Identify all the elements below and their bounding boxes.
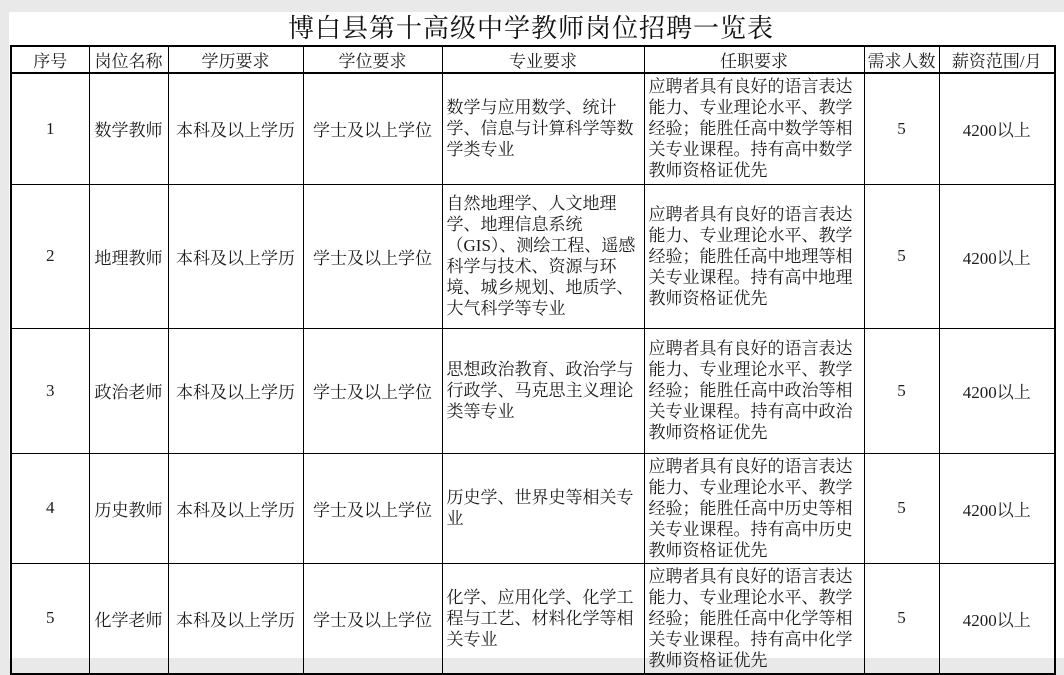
cell-education: 本科及以上学历 [168,328,303,453]
cell-position: 地理教师 [89,184,168,328]
cell-salary: 4200以上 [939,328,1055,453]
cell-major: 历史学、世界史等相关专业 [442,453,644,563]
cell-position: 历史教师 [89,453,168,563]
cell-education: 本科及以上学历 [168,563,303,674]
column-header-salary: 薪资范围/月 [939,46,1055,73]
cell-education: 本科及以上学历 [168,453,303,563]
table-row [11,563,1055,674]
cell-requirements: 应聘者具有良好的语言表达能力、专业理论水平、教学经验；能胜任高中政治等相关专业课程。持有高中政治教师资格证优先 [644,328,864,453]
cell-position: 政治老师 [89,328,168,453]
cell-education: 本科及以上学历 [168,73,303,184]
table-row [11,453,1055,563]
column-header-education: 学历要求 [168,46,303,73]
cell-salary: 4200以上 [939,453,1055,563]
cell-headcount: 5 [864,563,939,674]
cell-salary: 4200以上 [939,73,1055,184]
cell-seq: 5 [11,563,89,674]
column-header-degree: 学位要求 [303,46,442,73]
cell-degree: 学士及以上学位 [303,563,442,674]
cell-headcount: 5 [864,73,939,184]
recruitment-table [10,45,1056,675]
cell-degree: 学士及以上学位 [303,184,442,328]
column-header-major: 专业要求 [442,46,644,73]
cell-degree: 学士及以上学位 [303,328,442,453]
cell-major: 数学与应用数学、统计学、信息与计算科学等数学类专业 [442,73,644,184]
cell-requirements: 应聘者具有良好的语言表达能力、专业理论水平、教学经验；能胜任高中地理等相关专业课程。持有高中地理教师资格证优先 [644,184,864,328]
document-page [9,12,1064,670]
cell-position: 数学教师 [89,73,168,184]
cell-seq: 4 [11,453,89,563]
table-row [11,184,1055,328]
cell-salary: 4200以上 [939,184,1055,328]
cell-headcount: 5 [864,453,939,563]
cell-headcount: 5 [864,328,939,453]
table-row [11,328,1055,453]
cell-salary: 4200以上 [939,563,1055,674]
column-header-seq: 序号 [11,46,89,73]
cell-seq: 3 [11,328,89,453]
column-header-headcount: 需求人数 [864,46,939,73]
cell-degree: 学士及以上学位 [303,73,442,184]
cell-requirements: 应聘者具有良好的语言表达能力、专业理论水平、教学经验；能胜任高中数学等相关专业课程。持有高中数学教师资格证优先 [644,73,864,184]
cell-position: 化学老师 [89,563,168,674]
column-header-position: 岗位名称 [89,46,168,73]
cell-seq: 2 [11,184,89,328]
column-header-requirements: 任职要求 [644,46,864,73]
cell-seq: 1 [11,73,89,184]
cell-major: 化学、应用化学、化学工程与工艺、材料化学等相关专业 [442,563,644,674]
cell-education: 本科及以上学历 [168,184,303,328]
cell-headcount: 5 [864,184,939,328]
cell-degree: 学士及以上学位 [303,453,442,563]
header-row [11,46,1055,73]
cell-major: 自然地理学、人文地理学、地理信息系统（GIS）、测绘工程、遥感科学与技术、资源与环境、城乡规划、地质学、大气科学等专业 [442,184,644,328]
cell-major: 思想政治教育、政治学与行政学、马克思主义理论类等专业 [442,328,644,453]
table-row [11,73,1055,184]
page-title: 博白县第十高级中学教师岗位招聘一览表 [287,14,774,43]
cell-requirements: 应聘者具有良好的语言表达能力、专业理论水平、教学经验；能胜任高中历史等相关专业课程。持有高中历史教师资格证优先 [644,453,864,563]
cell-requirements: 应聘者具有良好的语言表达能力、专业理论水平、教学经验；能胜任高中化学等相关专业课程。持有高中化学教师资格证优先 [644,563,864,674]
